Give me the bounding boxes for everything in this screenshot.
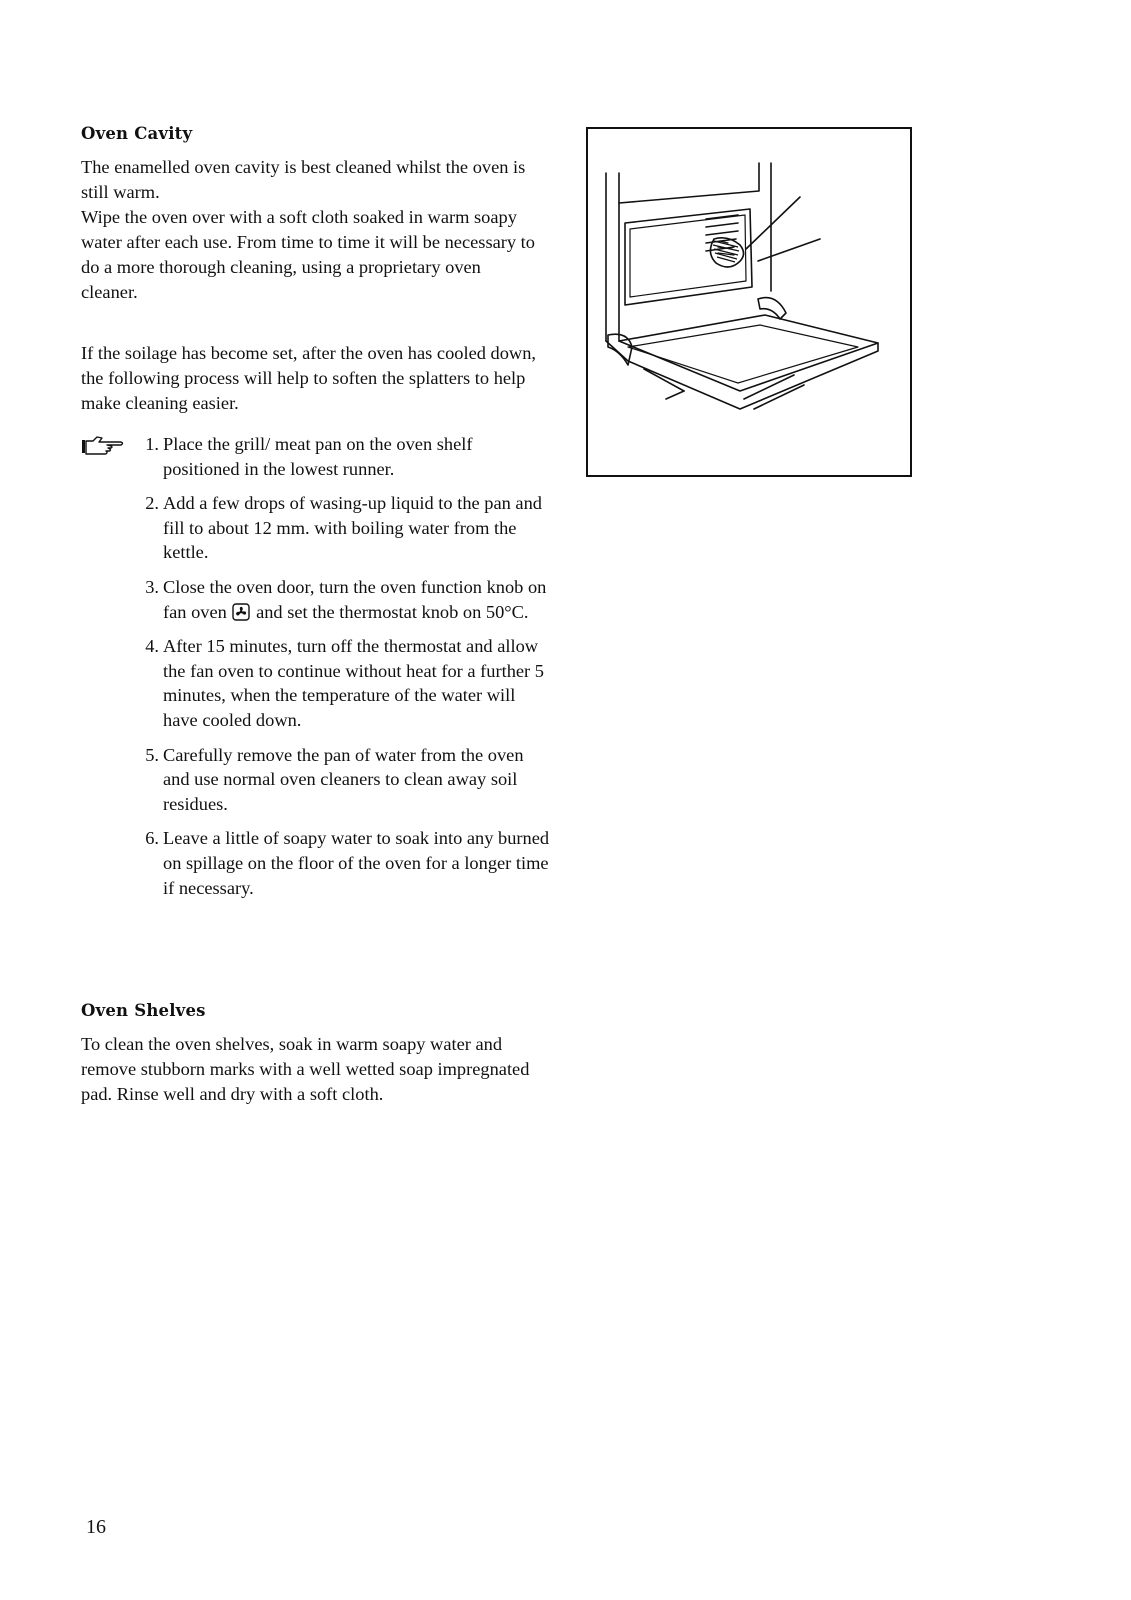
step-text-after-icon: and set the thermostat knob on 50°C. bbox=[256, 601, 529, 622]
page-number: 16 bbox=[86, 1516, 106, 1538]
cleaning-steps-list bbox=[81, 432, 551, 910]
oven-shelves-heading: Oven Shelves bbox=[81, 1001, 206, 1020]
step-number: 6. bbox=[145, 828, 159, 849]
step-text: Leave a little of soapy water to soak into any burned on spillage on the floor of the oven for a longer time if necessary. bbox=[163, 828, 550, 898]
step-number: 5. bbox=[145, 744, 159, 765]
step-text: Place the grill/ meat pan on the oven shelf positioned in the lowest runner. bbox=[163, 434, 473, 479]
step-text: After 15 minutes, turn off the thermostat and allow the fan oven to continue without heat for a further 5 minutes, when the temperature of the water will have cooled down. bbox=[163, 636, 544, 730]
step-text: Carefully remove the pan of water from the oven and use normal oven cleaners to clean away soil residues. bbox=[163, 744, 524, 814]
step-1 bbox=[81, 432, 551, 481]
step-4 bbox=[81, 634, 551, 732]
step-number: 2. bbox=[145, 493, 159, 514]
fan-oven-symbol-icon bbox=[232, 603, 250, 621]
step-number: 1. bbox=[145, 434, 159, 454]
step-number: 3. bbox=[145, 576, 159, 597]
step-text: Add a few drops of wasing-up liquid to the pan and fill to about 12 mm. with boiling water from the kettle. bbox=[163, 493, 542, 563]
step-number: 4. bbox=[145, 636, 159, 657]
cavity-wipe-paragraph: Wipe the oven over with a soft cloth soaked in warm soapy water after each use. From time to time it will be necessary to do a more thorough cleaning, using a proprietary oven cleaner. bbox=[81, 207, 535, 302]
step-3 bbox=[81, 575, 551, 624]
cavity-soilage-paragraph: If the soilage has become set, after the oven has cooled down, the following process will help to soften the splatters to help make cleaning easier. bbox=[81, 343, 537, 413]
shelves-paragraph: To clean the oven shelves, soak in warm soapy water and remove stubborn marks with a well wetted soap impregnated pad. Rinse well and dry with a soft cloth. bbox=[81, 1034, 530, 1104]
step-5 bbox=[81, 743, 551, 817]
oven-cleaning-drawing bbox=[588, 129, 910, 475]
step-6 bbox=[81, 826, 551, 900]
step-2 bbox=[81, 491, 551, 565]
oven-cleaning-illustration bbox=[586, 127, 912, 477]
oven-cavity-heading: Oven Cavity bbox=[81, 124, 193, 143]
cavity-intro-paragraph: The enamelled oven cavity is best cleaned whilst the oven is still warm. bbox=[81, 157, 526, 202]
step-text-before-icon: Close the oven door, turn the oven function knob on fan oven bbox=[163, 576, 547, 622]
